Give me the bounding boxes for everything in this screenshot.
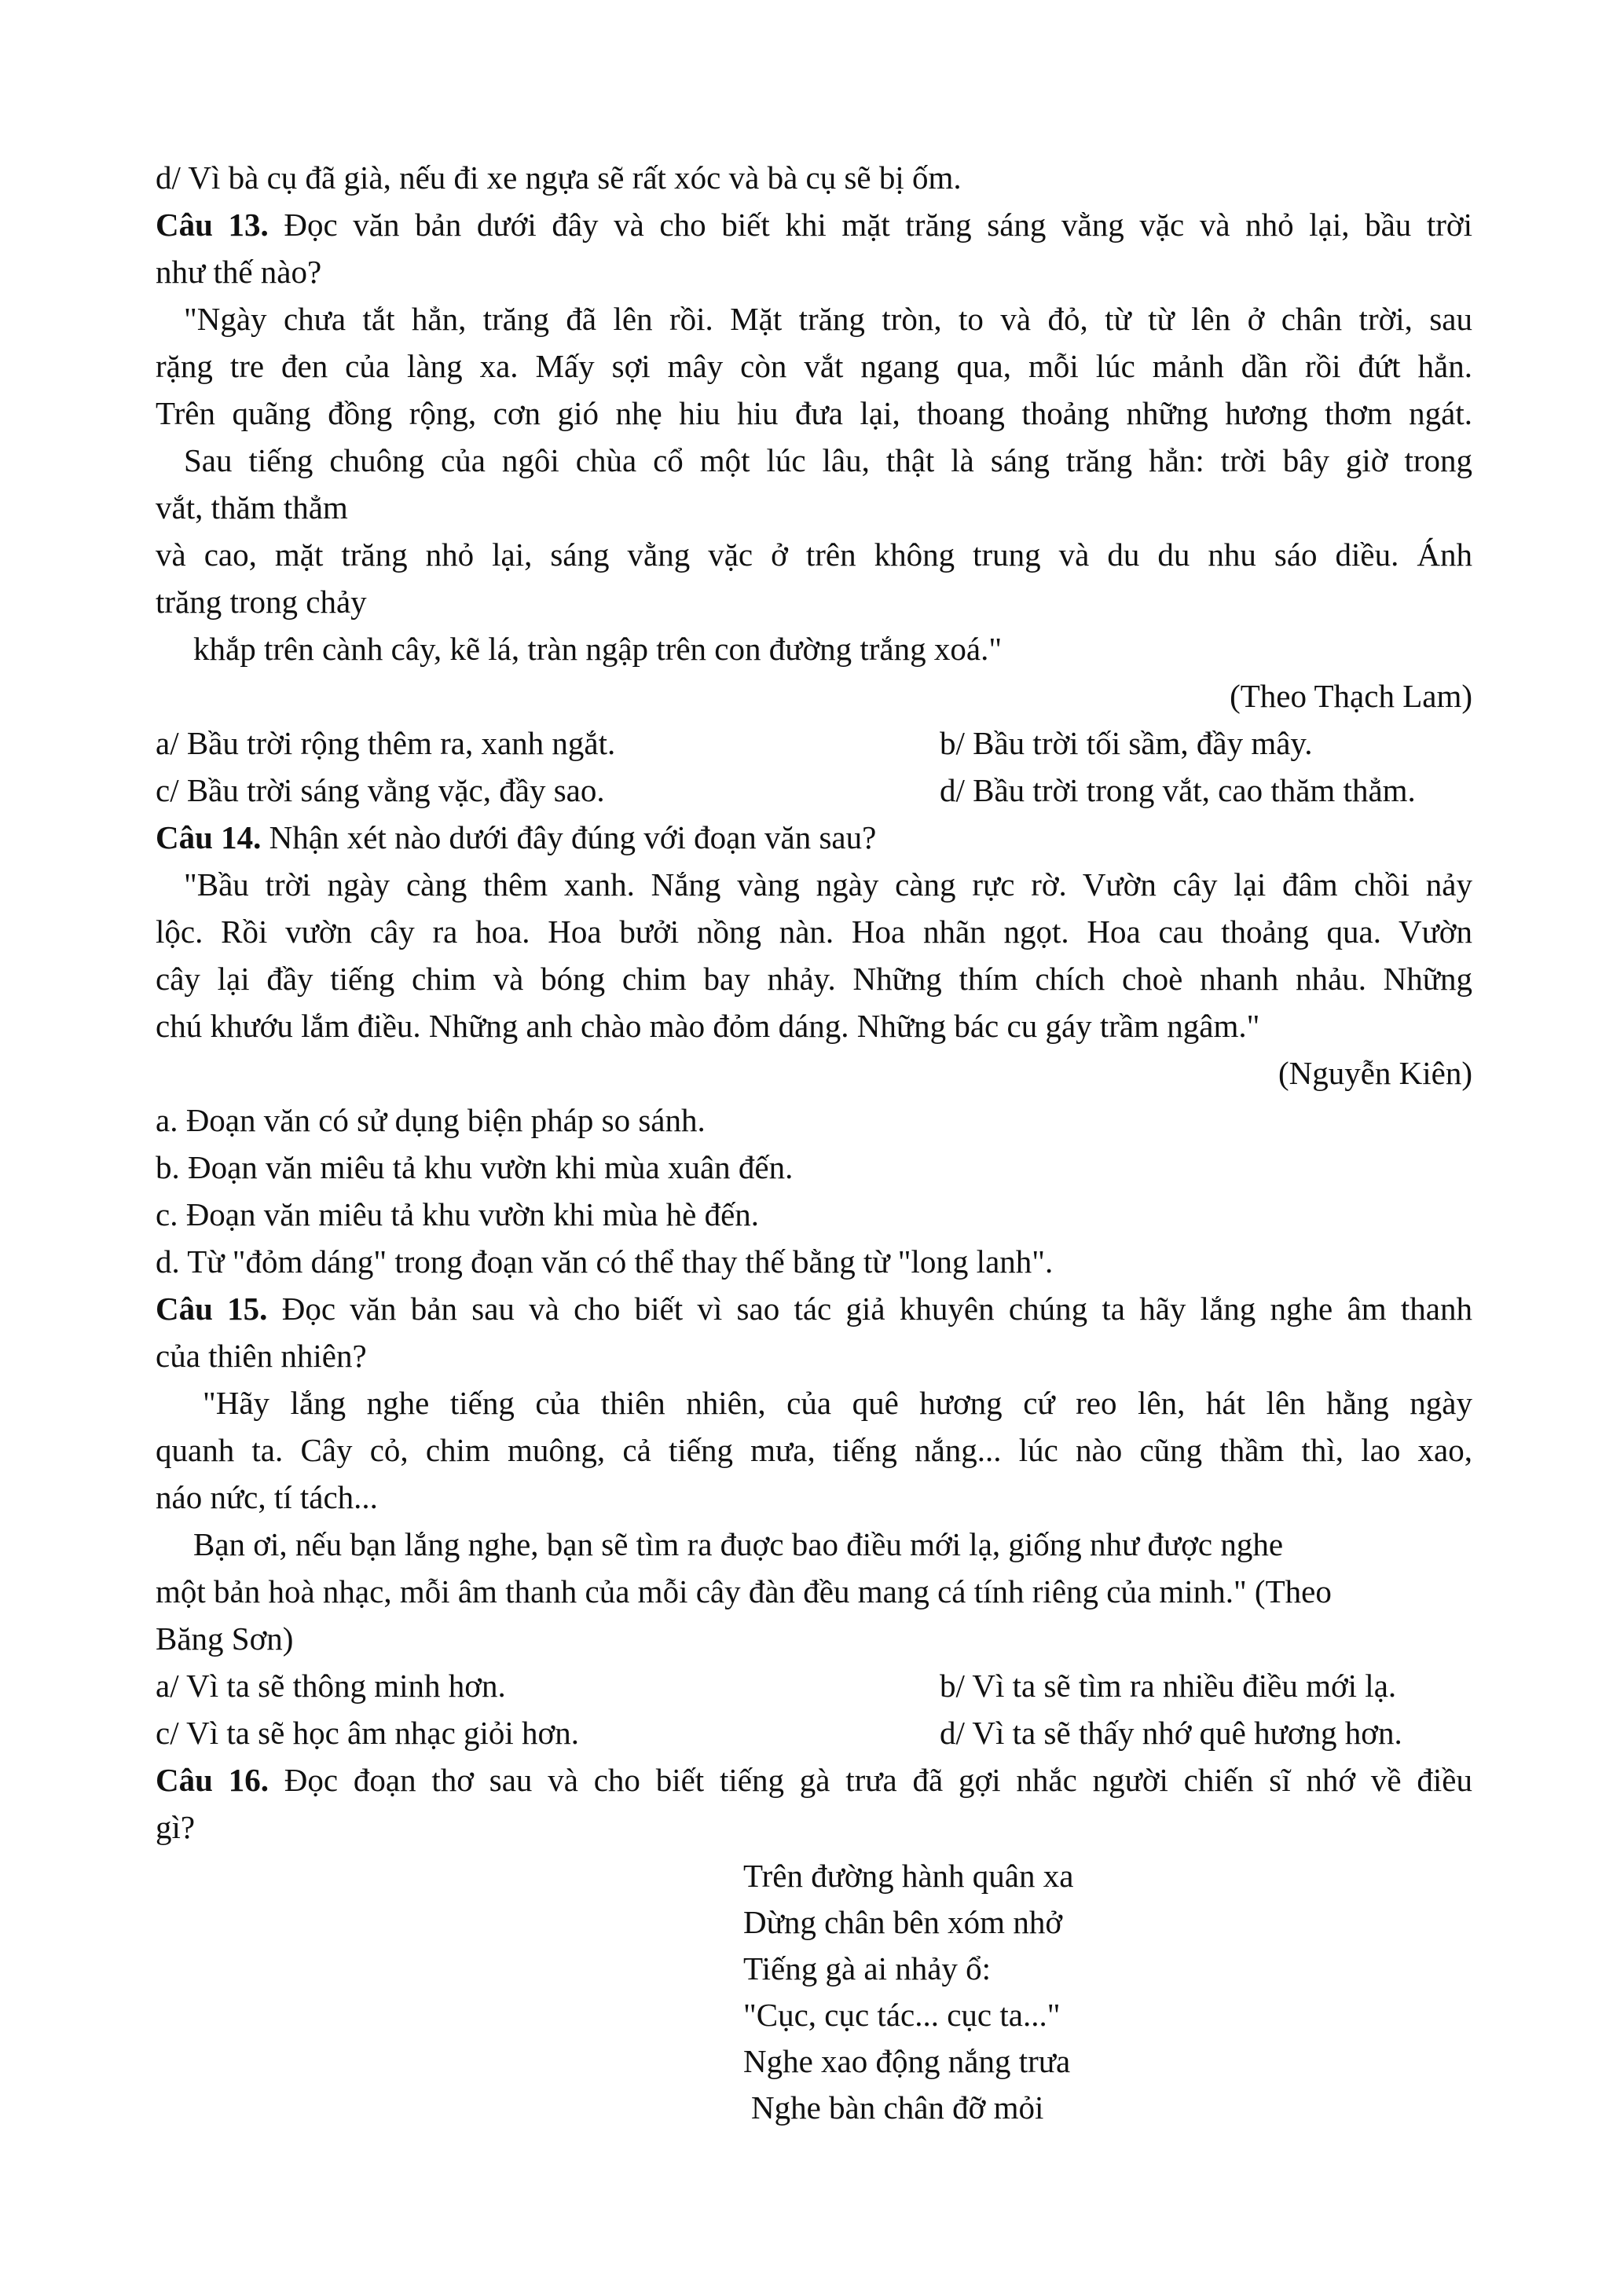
q13-option-d: d/ Bầu trời trong vắt, cao thăm thẳm.: [940, 772, 1416, 808]
q13-passage-line: Sau tiếng chuông của ngôi chùa cổ một lúc lâu, thật là sáng trăng hẳn: trời bây giờ trong: [184, 442, 1472, 478]
q14-option-b: b. Đoạn văn miêu tả khu vườn khi mùa xuân đến.: [156, 1149, 794, 1185]
document-page: [156, 154, 1472, 2130]
q15-passage-line: "Hãy lắng nghe tiếng của thiên nhiên, của quê hương cứ reo lên, hát lên hằng ngày: [203, 1385, 1472, 1421]
q15-option-c: c/ Vì ta sẽ học âm nhạc giỏi hơn.: [156, 1715, 579, 1751]
q15-passage-line: Băng Sơn): [156, 1620, 294, 1657]
q16-label: Câu 16.: [156, 1762, 269, 1798]
q13-option-b: b/ Bầu trời tối sầm, đầy mây.: [940, 725, 1313, 761]
q13-prompt-text-1: Đọc văn bản dưới đây và cho biết khi mặt trăng sáng vằng vặc và nhỏ lại, bầu trời: [268, 207, 1473, 243]
q13-options-row: [156, 720, 1472, 767]
q14-passage-line: "Bầu trời ngày càng thêm xanh. Nắng vàng ngày càng rực rờ. Vườn cây lại đâm chồi nảy: [184, 866, 1472, 903]
q13-source: (Theo Thạch Lam): [1230, 678, 1472, 714]
q14-prompt: [156, 814, 1472, 861]
q13-options-row: [156, 767, 1472, 814]
poem-line: Trên đường hành quân xa: [743, 1858, 1074, 1894]
poem-line: Nghe xao động nắng trưa: [743, 2043, 1071, 2079]
poem-line: Tiếng gà ai nhảy ổ:: [743, 1950, 992, 1987]
q16-prompt-line-1: [156, 1756, 1472, 1803]
q15-passage-line: náo nức, tí tách...: [156, 1479, 378, 1515]
q14-option-a: a. Đoạn văn có sử dụng biện pháp so sánh.: [156, 1102, 706, 1138]
q13-passage-line: trăng trong chảy: [156, 584, 367, 620]
poem-line: Nghe bàn chân đỡ mỏi: [751, 2089, 1044, 2126]
q15-prompt-line-1: [156, 1285, 1472, 1332]
q14-passage-line: cây lại đầy tiếng chim và bóng chim bay nhảy. Những thím chích choè nhanh nhảu. Những: [156, 961, 1472, 997]
q15-passage-line: một bản hoà nhạc, mỗi âm thanh của mỗi cây đàn đều mang cá tính riêng của minh." (Theo: [156, 1573, 1332, 1609]
q16-prompt-line-2: gì?: [156, 1809, 196, 1845]
q16-poem: [743, 1852, 1472, 2130]
q14-label: Câu 14.: [156, 819, 262, 855]
poem-line: Dừng chân bên xóm nhở: [743, 1904, 1062, 1940]
q15-passage-line: quanh ta. Cây cỏ, chim muông, cả tiếng mưa, tiếng nắng... lúc nào cũng thầm thì, lao xao,: [156, 1432, 1472, 1468]
poem-line: "Cục, cục tác... cục ta...": [743, 1997, 1061, 2033]
q14-source: (Nguyễn Kiên): [1278, 1055, 1472, 1091]
q13-passage-line: vắt, thăm thẳm: [156, 489, 348, 525]
q13-passage-line: "Ngày chưa tắt hẳn, trăng đã lên rồi. Mặt trăng tròn, to và đỏ, từ từ lên ở chân trời, sau: [184, 301, 1472, 337]
q15-options-row: [156, 1662, 1472, 1709]
q12-option-d: d/ Vì bà cụ đã già, nếu đi xe ngựa sẽ rất xóc và bà cụ sẽ bị ốm.: [156, 159, 962, 196]
q14-prompt-text: Nhận xét nào dưới đây đúng với đoạn văn sau?: [261, 819, 877, 855]
q14-option-d: d. Từ "đỏm dáng" trong đoạn văn có thể thay thế bằng từ "long lanh".: [156, 1243, 1054, 1280]
q15-prompt-text-1: Đọc văn bản sau và cho biết vì sao tác giả khuyên chúng ta hãy lắng nghe âm thanh: [267, 1291, 1472, 1327]
q13-passage-line: khắp trên cành cây, kẽ lá, tràn ngập trên con đường trắng xoá.": [193, 631, 1003, 667]
q15-prompt-line-2: của thiên nhiên?: [156, 1338, 367, 1374]
q15-option-b: b/ Vì ta sẽ tìm ra nhiều điều mới lạ.: [940, 1668, 1397, 1704]
q13-passage-line: Trên quãng đồng rộng, cơn gió nhẹ hiu hiu đưa lại, thoang thoảng những hương thơm ngát.: [156, 395, 1472, 431]
q14-option-c: c. Đoạn văn miêu tả khu vườn khi mùa hè đến.: [156, 1196, 760, 1232]
q13-prompt-line-2: như thế nào?: [156, 254, 322, 290]
q13-label: Câu 13.: [156, 207, 269, 243]
q14-passage-line: lộc. Rồi vườn cây ra hoa. Hoa bưởi nồng nàn. Hoa nhãn ngọt. Hoa cau thoảng qua. Vườn: [156, 914, 1472, 950]
q13-prompt-line-1: [156, 201, 1472, 248]
q13-option-a: a/ Bầu trời rộng thêm ra, xanh ngắt.: [156, 725, 616, 761]
q15-option-a: a/ Vì ta sẽ thông minh hơn.: [156, 1668, 506, 1704]
q14-passage-line: chú khướu lắm điều. Những anh chào mào đỏm dáng. Những bác cu gáy trầm ngâm.": [156, 1008, 1260, 1044]
q13-option-c: c/ Bầu trời sáng vằng vặc, đầy sao.: [156, 772, 605, 808]
q15-passage-line: Bạn ơi, nếu bạn lắng nghe, bạn sẽ tìm ra đuợc bao điều mới lạ, giống như được nghe: [193, 1526, 1284, 1562]
q13-passage-line: rặng tre đen của làng xa. Mấy sợi mây còn vắt ngang qua, mỗi lúc mảnh dần rồi đứt hẳn.: [156, 348, 1472, 384]
q13-passage-line: và cao, mặt trăng nhỏ lại, sáng vằng vặc ở trên không trung và du du nhu sáo diều. Ánh: [156, 536, 1472, 573]
q15-label: Câu 15.: [156, 1291, 268, 1327]
q16-prompt-text-1: Đọc đoạn thơ sau và cho biết tiếng gà trưa đã gợi nhắc người chiến sĩ nhớ về điều: [268, 1762, 1472, 1798]
q15-option-d: d/ Vì ta sẽ thấy nhớ quê hương hơn.: [940, 1715, 1402, 1751]
q15-options-row: [156, 1709, 1472, 1756]
